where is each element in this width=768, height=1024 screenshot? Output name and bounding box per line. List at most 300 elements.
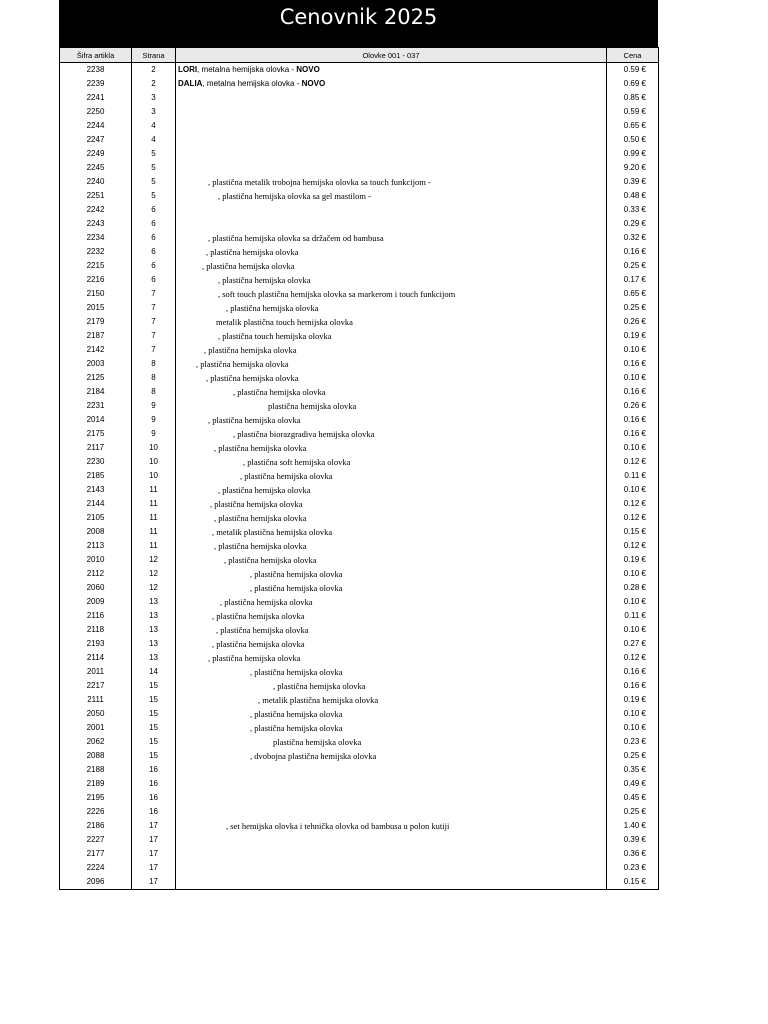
table-row	[60, 763, 659, 777]
item-description: , plastična hemijska olovka	[176, 553, 607, 567]
catalog-page: 14	[132, 665, 176, 679]
item-price: 0.59 €	[607, 63, 659, 78]
catalog-page: 4	[132, 119, 176, 133]
item-description: , plastična hemijska olovka	[176, 651, 607, 665]
item-code: 2227	[60, 833, 132, 847]
item-price: 0.10 €	[607, 623, 659, 637]
item-code: 2105	[60, 511, 132, 525]
item-description: , plastična hemijska olovka	[176, 357, 607, 371]
table-header-row	[60, 48, 659, 63]
item-code: 2062	[60, 735, 132, 749]
catalog-page: 8	[132, 385, 176, 399]
table-row	[60, 301, 659, 315]
item-description: , dvobojna plastična hemijska olovka	[176, 749, 607, 763]
catalog-page: 16	[132, 777, 176, 791]
item-code: 2112	[60, 567, 132, 581]
table-row	[60, 273, 659, 287]
catalog-page: 7	[132, 301, 176, 315]
item-code: 2014	[60, 413, 132, 427]
item-price: 0.26 €	[607, 399, 659, 413]
table-row	[60, 693, 659, 707]
item-price: 0.12 €	[607, 651, 659, 665]
item-description: , plastična metalik trobojna hemijska olovka sa touch funkcijom -	[176, 175, 607, 189]
catalog-page: 15	[132, 693, 176, 707]
item-code: 2015	[60, 301, 132, 315]
catalog-page: 15	[132, 679, 176, 693]
item-description: , plastična hemijska olovka	[176, 595, 607, 609]
item-code: 2249	[60, 147, 132, 161]
item-code: 2244	[60, 119, 132, 133]
item-code: 2232	[60, 245, 132, 259]
item-description: , plastična hemijska olovka	[176, 497, 607, 511]
item-description: , plastična hemijska olovka	[176, 637, 607, 651]
item-price: 0.25 €	[607, 259, 659, 273]
item-price: 0.23 €	[607, 861, 659, 875]
item-code: 2231	[60, 399, 132, 413]
table-row	[60, 651, 659, 665]
page-title: Cenovnik 2025	[59, 0, 658, 47]
catalog-page: 13	[132, 609, 176, 623]
catalog-page: 16	[132, 763, 176, 777]
item-code: 2118	[60, 623, 132, 637]
item-description: , plastična hemijska olovka	[176, 609, 607, 623]
catalog-page: 12	[132, 553, 176, 567]
catalog-page: 10	[132, 441, 176, 455]
item-price: 0.10 €	[607, 595, 659, 609]
table-row	[60, 805, 659, 819]
catalog-page: 6	[132, 203, 176, 217]
item-code: 2010	[60, 553, 132, 567]
catalog-page: 2	[132, 77, 176, 91]
item-price: 0.48 €	[607, 189, 659, 203]
table-row	[60, 623, 659, 637]
table-row	[60, 525, 659, 539]
item-code: 2179	[60, 315, 132, 329]
catalog-page: 17	[132, 861, 176, 875]
item-description	[176, 147, 607, 161]
item-code: 2241	[60, 91, 132, 105]
item-code: 2245	[60, 161, 132, 175]
table-row	[60, 679, 659, 693]
table-row	[60, 833, 659, 847]
item-description: , plastična touch hemijska olovka	[176, 329, 607, 343]
item-price: 0.10 €	[607, 483, 659, 497]
item-description: , plastična hemijska olovka	[176, 259, 607, 273]
item-description: , plastična hemijska olovka	[176, 413, 607, 427]
item-description: plastična hemijska olovka	[176, 399, 607, 413]
table-row	[60, 553, 659, 567]
catalog-page: 6	[132, 273, 176, 287]
item-code: 2215	[60, 259, 132, 273]
item-price: 0.26 €	[607, 315, 659, 329]
item-price: 0.19 €	[607, 693, 659, 707]
table-row	[60, 413, 659, 427]
table-row	[60, 637, 659, 651]
item-description: , plastična hemijska olovka	[176, 721, 607, 735]
item-code: 2096	[60, 875, 132, 890]
table-row	[60, 819, 659, 833]
item-code: 2184	[60, 385, 132, 399]
catalog-page: 15	[132, 721, 176, 735]
item-description: , plastična hemijska olovka	[176, 371, 607, 385]
catalog-page: 7	[132, 315, 176, 329]
table-row	[60, 567, 659, 581]
item-code: 2050	[60, 707, 132, 721]
header-price: Cena	[607, 48, 659, 63]
item-code: 2240	[60, 175, 132, 189]
table-row	[60, 483, 659, 497]
item-code: 2251	[60, 189, 132, 203]
catalog-page: 9	[132, 413, 176, 427]
catalog-page: 7	[132, 329, 176, 343]
item-code: 2009	[60, 595, 132, 609]
catalog-page: 11	[132, 511, 176, 525]
item-code: 2216	[60, 273, 132, 287]
item-price: 0.59 €	[607, 105, 659, 119]
item-code: 2144	[60, 497, 132, 511]
catalog-page: 3	[132, 91, 176, 105]
item-description: , plastična hemijska olovka	[176, 343, 607, 357]
new-tag: NOVO	[301, 79, 326, 88]
item-code: 2189	[60, 777, 132, 791]
item-description	[176, 133, 607, 147]
table-row	[60, 399, 659, 413]
catalog-page: 15	[132, 749, 176, 763]
table-row	[60, 189, 659, 203]
catalog-page: 7	[132, 343, 176, 357]
table-row	[60, 847, 659, 861]
table-row	[60, 469, 659, 483]
item-price: 0.12 €	[607, 497, 659, 511]
item-code: 2250	[60, 105, 132, 119]
table-row	[60, 777, 659, 791]
table-row	[60, 385, 659, 399]
table-row	[60, 287, 659, 301]
table-row	[60, 175, 659, 189]
item-price: 0.16 €	[607, 385, 659, 399]
table-row	[60, 707, 659, 721]
item-description	[176, 791, 607, 805]
item-code: 2217	[60, 679, 132, 693]
table-row	[60, 203, 659, 217]
catalog-page: 12	[132, 567, 176, 581]
table-row	[60, 329, 659, 343]
item-description: , plastična hemijska olovka	[176, 385, 607, 399]
product-name: DALIA	[178, 79, 203, 88]
item-code: 2177	[60, 847, 132, 861]
item-price: 0.11 €	[607, 469, 659, 483]
table-body	[60, 63, 659, 890]
catalog-page: 12	[132, 581, 176, 595]
catalog-page: 6	[132, 231, 176, 245]
item-code: 2239	[60, 77, 132, 91]
item-price: 0.50 €	[607, 133, 659, 147]
catalog-page: 15	[132, 735, 176, 749]
item-description: , plastična hemijska olovka	[176, 245, 607, 259]
catalog-page: 11	[132, 497, 176, 511]
catalog-page: 11	[132, 483, 176, 497]
table-row	[60, 105, 659, 119]
table-row	[60, 77, 659, 91]
item-price: 0.85 €	[607, 91, 659, 105]
item-description: , plastična hemijska olovka	[176, 483, 607, 497]
catalog-page: 13	[132, 623, 176, 637]
item-price: 0.10 €	[607, 567, 659, 581]
catalog-page: 6	[132, 217, 176, 231]
item-price: 0.27 €	[607, 637, 659, 651]
item-price: 0.23 €	[607, 735, 659, 749]
item-code: 2193	[60, 637, 132, 651]
item-code: 2117	[60, 441, 132, 455]
item-description: , plastična hemijska olovka	[176, 273, 607, 287]
header-page: Strana	[132, 48, 176, 63]
item-price: 0.49 €	[607, 777, 659, 791]
item-price: 0.16 €	[607, 245, 659, 259]
catalog-page: 16	[132, 791, 176, 805]
table-row	[60, 315, 659, 329]
catalog-page: 5	[132, 189, 176, 203]
catalog-page: 9	[132, 427, 176, 441]
table-row	[60, 147, 659, 161]
catalog-page: 5	[132, 161, 176, 175]
catalog-page: 6	[132, 245, 176, 259]
description-text: , metalna hemijska olovka -	[202, 79, 302, 88]
catalog-page: 17	[132, 847, 176, 861]
table-row	[60, 735, 659, 749]
item-price: 0.28 €	[607, 581, 659, 595]
item-description: , plastična hemijska olovka	[176, 679, 607, 693]
catalog-page: 15	[132, 707, 176, 721]
header-code: Šifra artikla	[60, 48, 132, 63]
item-description: , plastična hemijska olovka	[176, 469, 607, 483]
item-code: 2188	[60, 763, 132, 777]
item-price: 0.65 €	[607, 287, 659, 301]
item-price: 0.36 €	[607, 847, 659, 861]
table-row	[60, 343, 659, 357]
price-table	[59, 47, 659, 890]
item-description	[176, 861, 607, 875]
item-price: 0.16 €	[607, 427, 659, 441]
item-code: 2125	[60, 371, 132, 385]
item-price: 0.29 €	[607, 217, 659, 231]
item-description: metalik plastična touch hemijska olovka	[176, 315, 607, 329]
table-row	[60, 133, 659, 147]
catalog-page: 7	[132, 287, 176, 301]
item-description: , plastična biorazgradiva hemijska olovka	[176, 427, 607, 441]
item-description: , plastična hemijska olovka	[176, 623, 607, 637]
table-row	[60, 63, 659, 78]
table-row	[60, 427, 659, 441]
catalog-page: 11	[132, 525, 176, 539]
table-row	[60, 231, 659, 245]
catalog-page: 10	[132, 469, 176, 483]
catalog-page: 5	[132, 175, 176, 189]
item-price: 9.20 €	[607, 161, 659, 175]
item-price: 0.11 €	[607, 609, 659, 623]
item-description	[176, 105, 607, 119]
table-row	[60, 609, 659, 623]
catalog-page: 5	[132, 147, 176, 161]
item-description: , metalik plastična hemijska olovka	[176, 693, 607, 707]
header-description: Olovke 001 - 037	[176, 48, 607, 63]
item-code: 2143	[60, 483, 132, 497]
item-price: 0.65 €	[607, 119, 659, 133]
item-code: 2011	[60, 665, 132, 679]
item-code: 2175	[60, 427, 132, 441]
item-code: 2195	[60, 791, 132, 805]
item-price: 0.45 €	[607, 791, 659, 805]
product-name: LORI	[178, 65, 198, 74]
item-description: , plastična hemijska olovka	[176, 581, 607, 595]
item-description: , plastična hemijska olovka sa držačem od bambusa	[176, 231, 607, 245]
item-description: , plastična hemijska olovka	[176, 511, 607, 525]
item-price: 0.19 €	[607, 329, 659, 343]
table-row	[60, 245, 659, 259]
table-row	[60, 455, 659, 469]
table-row	[60, 511, 659, 525]
item-code: 2116	[60, 609, 132, 623]
item-price: 0.25 €	[607, 301, 659, 315]
table-row	[60, 91, 659, 105]
item-description	[176, 161, 607, 175]
item-description: , plastična hemijska olovka	[176, 665, 607, 679]
table-row	[60, 441, 659, 455]
item-code: 2113	[60, 539, 132, 553]
item-code: 2060	[60, 581, 132, 595]
item-price: 1.40 €	[607, 819, 659, 833]
item-code: 2247	[60, 133, 132, 147]
table-row	[60, 791, 659, 805]
item-description: , set hemijska olovka i tehnička olovka od bambusa u polon kutiji	[176, 819, 607, 833]
item-description: , plastična hemijska olovka sa gel mastilom -	[176, 189, 607, 203]
item-code: 2230	[60, 455, 132, 469]
item-price: 0.19 €	[607, 553, 659, 567]
item-description: , plastična hemijska olovka	[176, 707, 607, 721]
item-price: 0.16 €	[607, 357, 659, 371]
item-price: 0.32 €	[607, 231, 659, 245]
catalog-page: 13	[132, 637, 176, 651]
item-description	[176, 203, 607, 217]
item-description	[176, 63, 607, 78]
table-row	[60, 539, 659, 553]
item-price: 0.39 €	[607, 175, 659, 189]
item-price: 0.10 €	[607, 707, 659, 721]
item-description: , plastična hemijska olovka	[176, 441, 607, 455]
item-price: 0.15 €	[607, 525, 659, 539]
table-row	[60, 875, 659, 890]
item-price: 0.16 €	[607, 679, 659, 693]
table-row	[60, 161, 659, 175]
item-code: 2242	[60, 203, 132, 217]
item-description	[176, 875, 607, 890]
table-row	[60, 371, 659, 385]
catalog-page: 17	[132, 875, 176, 890]
catalog-page: 8	[132, 371, 176, 385]
item-code: 2114	[60, 651, 132, 665]
item-description	[176, 777, 607, 791]
item-price: 0.33 €	[607, 203, 659, 217]
table-row	[60, 259, 659, 273]
catalog-page: 13	[132, 595, 176, 609]
catalog-page: 11	[132, 539, 176, 553]
catalog-page: 17	[132, 819, 176, 833]
item-description	[176, 763, 607, 777]
item-description	[176, 833, 607, 847]
item-price: 0.12 €	[607, 455, 659, 469]
table-row	[60, 497, 659, 511]
item-code: 2150	[60, 287, 132, 301]
item-price: 0.16 €	[607, 413, 659, 427]
item-code: 2185	[60, 469, 132, 483]
item-price: 0.39 €	[607, 833, 659, 847]
item-price: 0.35 €	[607, 763, 659, 777]
catalog-page: 9	[132, 399, 176, 413]
item-price: 0.10 €	[607, 343, 659, 357]
item-code: 2243	[60, 217, 132, 231]
item-code: 2111	[60, 693, 132, 707]
item-code: 2088	[60, 749, 132, 763]
item-description	[176, 805, 607, 819]
table-row	[60, 217, 659, 231]
new-tag: NOVO	[296, 65, 320, 74]
item-price: 0.25 €	[607, 805, 659, 819]
item-description: , metalik plastična hemijska olovka	[176, 525, 607, 539]
item-price: 0.17 €	[607, 273, 659, 287]
item-code: 2234	[60, 231, 132, 245]
item-description	[176, 217, 607, 231]
item-description	[176, 119, 607, 133]
catalog-page: 16	[132, 805, 176, 819]
table-row	[60, 861, 659, 875]
item-code: 2238	[60, 63, 132, 78]
table-row	[60, 581, 659, 595]
catalog-page: 4	[132, 133, 176, 147]
item-code: 2142	[60, 343, 132, 357]
table-row	[60, 721, 659, 735]
item-price: 0.99 €	[607, 147, 659, 161]
catalog-page: 6	[132, 259, 176, 273]
table-row	[60, 357, 659, 371]
catalog-page: 17	[132, 833, 176, 847]
table-row	[60, 595, 659, 609]
catalog-page: 3	[132, 105, 176, 119]
item-price: 0.10 €	[607, 441, 659, 455]
item-code: 2187	[60, 329, 132, 343]
item-price: 0.10 €	[607, 721, 659, 735]
item-price: 0.69 €	[607, 77, 659, 91]
item-description: , plastična hemijska olovka	[176, 301, 607, 315]
item-description: plastična hemijska olovka	[176, 735, 607, 749]
catalog-page: 10	[132, 455, 176, 469]
price-list-sheet	[59, 0, 658, 890]
table-row	[60, 665, 659, 679]
item-description: , plastična soft hemijska olovka	[176, 455, 607, 469]
item-price: 0.12 €	[607, 511, 659, 525]
item-code: 2001	[60, 721, 132, 735]
catalog-page: 2	[132, 63, 176, 78]
table-row	[60, 749, 659, 763]
table-row	[60, 119, 659, 133]
item-code: 2224	[60, 861, 132, 875]
description-text: , metalna hemijska olovka -	[197, 65, 297, 74]
item-price: 0.16 €	[607, 665, 659, 679]
item-price: 0.25 €	[607, 749, 659, 763]
item-description	[176, 847, 607, 861]
item-code: 2003	[60, 357, 132, 371]
item-description	[176, 77, 607, 91]
catalog-page: 8	[132, 357, 176, 371]
item-description: , soft touch plastična hemijska olovka sa markerom i touch funkcijom	[176, 287, 607, 301]
